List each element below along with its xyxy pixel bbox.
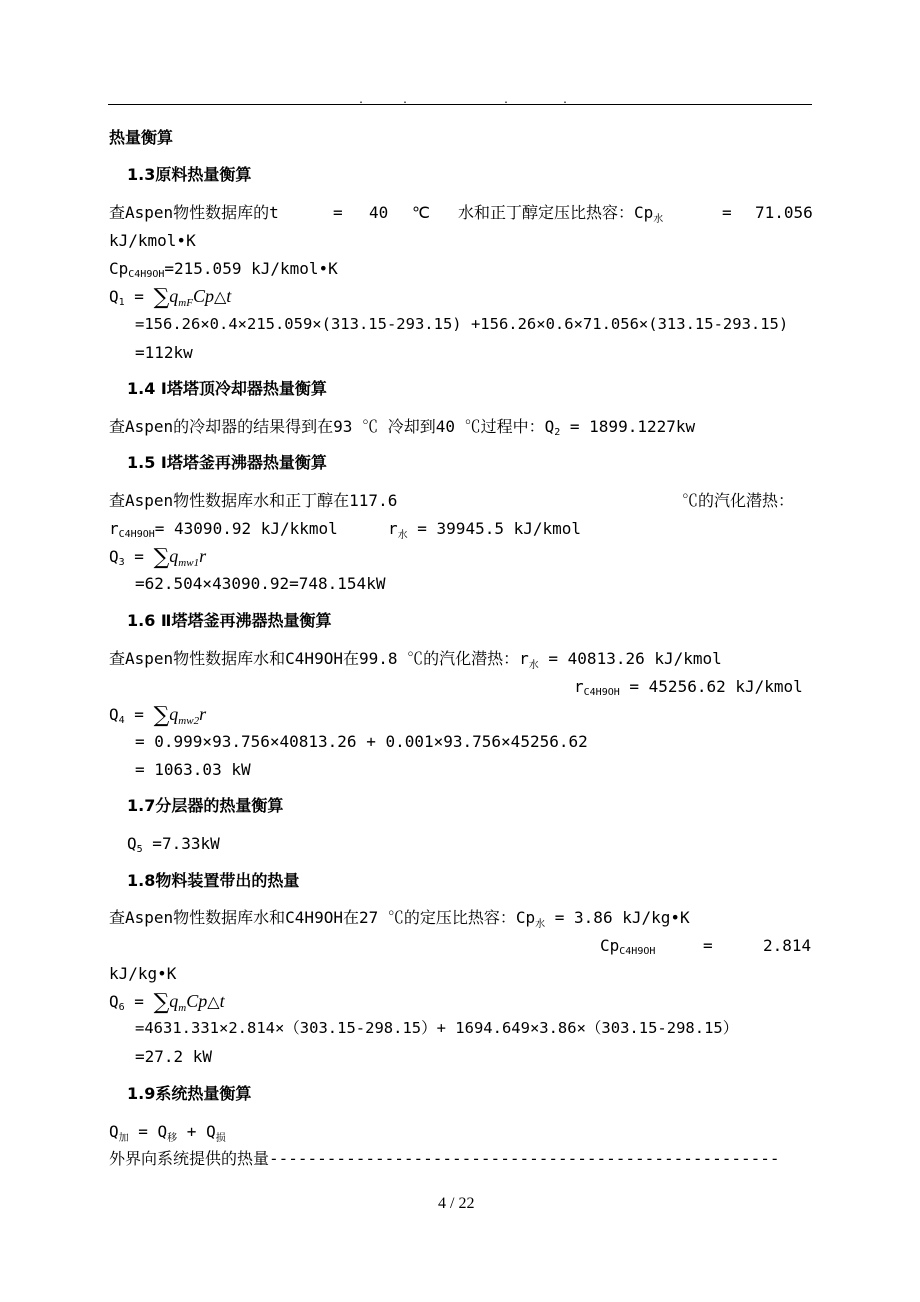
s15-line1a: 查Aspen物性数据库水和正丁醇在117.6	[109, 491, 398, 510]
s13-line1f: =	[722, 203, 732, 222]
s13-line1e: 水和正丁醇定压比热容：$Cp_水$	[458, 203, 664, 225]
header-dot: .	[402, 95, 409, 106]
s18-cp-eq: =	[703, 936, 713, 955]
header-dot: .	[358, 95, 365, 106]
s18-q6-formula: $Q_6$ = $\sum q_mCp\triangle t$	[109, 990, 225, 1015]
section-1-4-title: 1.4 Ⅰ塔塔顶冷却器热量衡算	[127, 379, 327, 398]
s16-r-c4: $r_{C4H9OH} = 45256.62$ kJ/kmol	[574, 677, 803, 698]
s16-q4-formula: $Q_4 = \sum q_{mw2}r$	[109, 703, 207, 728]
s19-external: 外界向系统提供的热量-----------------------------------------------------	[109, 1149, 780, 1168]
s14-line: 查Aspen的冷却器的结果得到在93 ℃ 冷却到40 ℃过程中：$Q_2 = 1899.1227kw$	[109, 417, 696, 438]
section-1-6-title: 1.6 Ⅱ塔塔釜再沸器热量衡算	[127, 611, 332, 630]
s18-line1: 查Aspen物性数据库水和C4H9OH在27 ℃的定压比热容：$Cp_水 = 3.86$ kJ/kg•K	[109, 908, 690, 930]
header-dot: .	[503, 95, 510, 106]
s13-line1a: 查Aspen物性数据库的t	[109, 203, 279, 222]
s13-cp-c4: $Cp_{C4H9OH}=215.059$ kJ/kmol•K	[109, 259, 338, 280]
s18-result: =27.2 kW	[135, 1047, 213, 1066]
s13-result: =112kw	[135, 343, 193, 362]
page-number: 4 / 22	[438, 1195, 475, 1212]
s16-line1: 查Aspen物性数据库水和C4H9OH在99.8 ℃的汽化潜热：$r_水 = 40813.26$ kJ/kmol	[109, 649, 722, 671]
s15-calc: =62.504×43090.92=748.154kW	[135, 574, 386, 593]
heading-heat-balance: 热量衡算	[109, 128, 174, 147]
s13-line2: kJ/kmol•K	[109, 231, 196, 250]
s13-line1d: ℃	[412, 203, 430, 222]
s15-q3-formula: $Q_3 = \sum q_{mw1}r$	[109, 545, 207, 570]
section-1-9-title: 1.9系统热量衡算	[127, 1084, 252, 1103]
s15-r-c4: $r_{C4H9OH}= 43090.92$ kJ/kkmol	[109, 519, 338, 540]
header-dot: .	[562, 95, 569, 106]
s18-cp-val: 2.814	[763, 936, 812, 955]
s18-calc: =4631.331×2.814×（303.15-298.15）+ 1694.649×3.86×（303.15-298.15）	[135, 1019, 739, 1037]
section-1-7-title: 1.7分层器的热量衡算	[127, 796, 284, 815]
s16-result: = 1063.03 kW	[135, 760, 251, 779]
section-1-8-title: 1.8物料装置带出的热量	[127, 871, 300, 890]
s13-line1g: 71.056	[755, 203, 813, 222]
s16-calc: = 0.999×93.756×40813.26 + 0.001×93.756×45256.62	[135, 732, 588, 751]
section-1-3-title: 1.3原料热量衡算	[127, 165, 252, 184]
s19-balance: $Q_加 = Q_移 + Q_损$	[109, 1122, 226, 1144]
s13-calc: =156.26×0.4×215.059×(313.15-293.15) +156.26×0.6×71.056×(313.15-293.15)	[135, 315, 789, 333]
s17-q5: $Q_5 =7.33kW$	[127, 834, 220, 855]
section-1-5-title: 1.5 Ⅰ塔塔釜再沸器热量衡算	[127, 453, 327, 472]
s13-line1b: =	[333, 203, 343, 222]
s18-cp-c4: $Cp_{C4H9OH}$	[600, 936, 656, 957]
s18-unit: kJ/kg•K	[109, 964, 177, 983]
s13-q1-formula: $Q_1$ = $\sum q_{mF}Cp\triangle t$	[109, 285, 232, 310]
s13-line1c: 40	[369, 203, 389, 222]
s15-r-water: $r_水 = 39945.5$ kJ/kmol	[388, 519, 582, 541]
s15-line1b: ℃的汽化潜热：	[682, 491, 795, 510]
header-rule	[108, 104, 812, 105]
